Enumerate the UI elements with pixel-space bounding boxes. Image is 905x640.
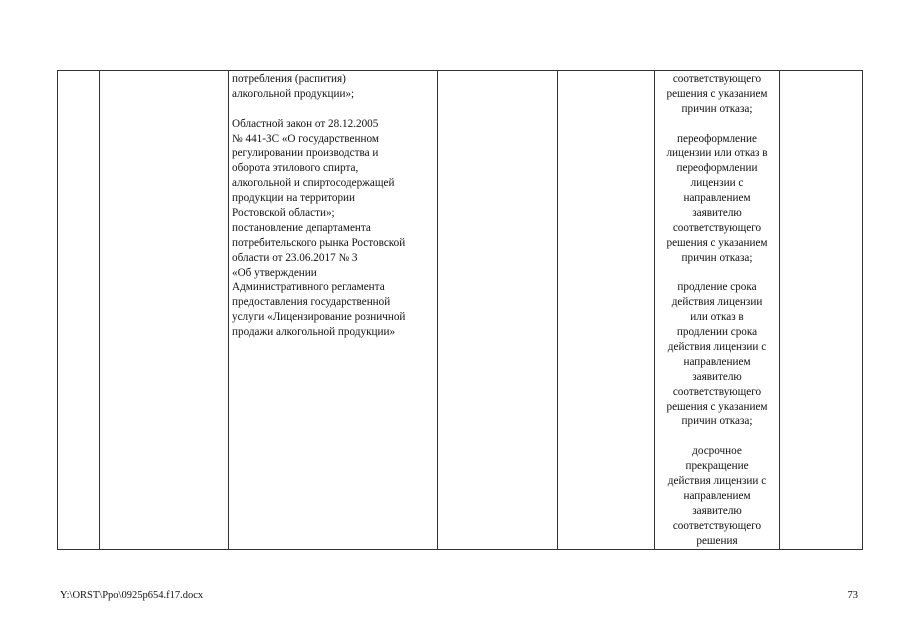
result-line: прекращение xyxy=(685,460,749,473)
table-cell-empty-5 xyxy=(558,71,655,550)
legal-basis-line: «Об утверждении xyxy=(232,266,317,279)
paragraph-gap xyxy=(655,266,779,281)
legal-basis-line: № 441-ЗС «О государственном xyxy=(232,132,379,145)
legal-basis-line: Областной закон от 28.12.2005 xyxy=(232,117,379,130)
result-line: лицензии с xyxy=(690,177,744,190)
legal-basis-line: области от 23.06.2017 № 3 xyxy=(232,251,358,264)
result-line: лицензии или отказ в xyxy=(666,147,768,160)
result-line: направлением xyxy=(683,489,751,502)
result-line: действия лицензии с xyxy=(667,475,767,488)
result-line: продление срока xyxy=(677,281,757,294)
result-line: решения xyxy=(696,534,738,547)
legal-basis-line: регулировании производства и xyxy=(232,147,379,160)
result-line: соответствующего xyxy=(672,385,762,398)
result-line: соответствующего xyxy=(672,519,762,532)
result-line: соответствующего xyxy=(672,73,762,85)
legal-basis-line: алкогольной и спиртосодержащей xyxy=(232,177,395,190)
footer-file-path: Y:\ORST\Ppo\0925p654.f17.docx xyxy=(60,590,204,601)
legal-basis-line: постановление департамента xyxy=(232,221,371,234)
paragraph-gap xyxy=(655,429,779,444)
legal-basis-line: услуги «Лицензирование розничной xyxy=(232,311,406,324)
legal-basis-line: оборота этилового спирта, xyxy=(232,162,359,175)
result-line: решения с указанием xyxy=(666,236,768,249)
result-line: направлением xyxy=(683,192,751,205)
legal-basis-line: Ростовской области»; xyxy=(232,207,335,220)
result-line: переоформлении xyxy=(676,162,758,175)
legal-basis-line: потребительского рынка Ростовской xyxy=(232,236,406,249)
result-line: причин отказа; xyxy=(681,415,753,428)
result-line: или отказ в xyxy=(690,311,744,324)
footer-page-number: 73 xyxy=(847,590,858,601)
legal-basis-line: продукции на территории xyxy=(232,192,356,205)
table-cell-number xyxy=(58,71,100,550)
table-cell-service xyxy=(100,71,229,550)
legal-basis-text xyxy=(232,72,437,340)
result-line: переоформление xyxy=(677,132,757,145)
legal-basis-line: Административного регламента xyxy=(232,281,385,294)
table-cell-empty-7 xyxy=(780,71,863,550)
result-line: решения с указанием xyxy=(666,400,768,413)
result-line: заявителю xyxy=(692,504,742,517)
result-line: соответствующего xyxy=(672,221,762,234)
result-line: заявителю xyxy=(692,207,742,220)
table-cell-legal-basis xyxy=(229,71,438,550)
paragraph-gap xyxy=(655,117,779,132)
table-row xyxy=(58,71,863,550)
result-line: заявителю xyxy=(692,370,742,383)
result-line: действия лицензии с xyxy=(667,341,767,354)
result-line: направлением xyxy=(683,355,751,368)
legal-basis-line: продажи алкогольной продукции» xyxy=(232,326,396,339)
result-line: решения с указанием xyxy=(666,87,768,100)
paragraph-gap xyxy=(232,102,437,117)
table-cell-result xyxy=(655,71,780,550)
result-line: причин отказа; xyxy=(681,251,753,264)
regulation-table xyxy=(57,70,863,550)
result-line: продлении срока xyxy=(676,326,758,339)
result-line: досрочное xyxy=(692,445,742,458)
legal-basis-line: потребления (распития) xyxy=(232,73,346,85)
result-line: действия лицензии xyxy=(671,296,763,309)
table-cell-empty-4 xyxy=(438,71,558,550)
result-text xyxy=(655,72,779,549)
legal-basis-line: алкогольной продукции»; xyxy=(232,87,355,100)
legal-basis-line: предоставления государственной xyxy=(232,296,391,309)
result-line: причин отказа; xyxy=(681,102,753,115)
